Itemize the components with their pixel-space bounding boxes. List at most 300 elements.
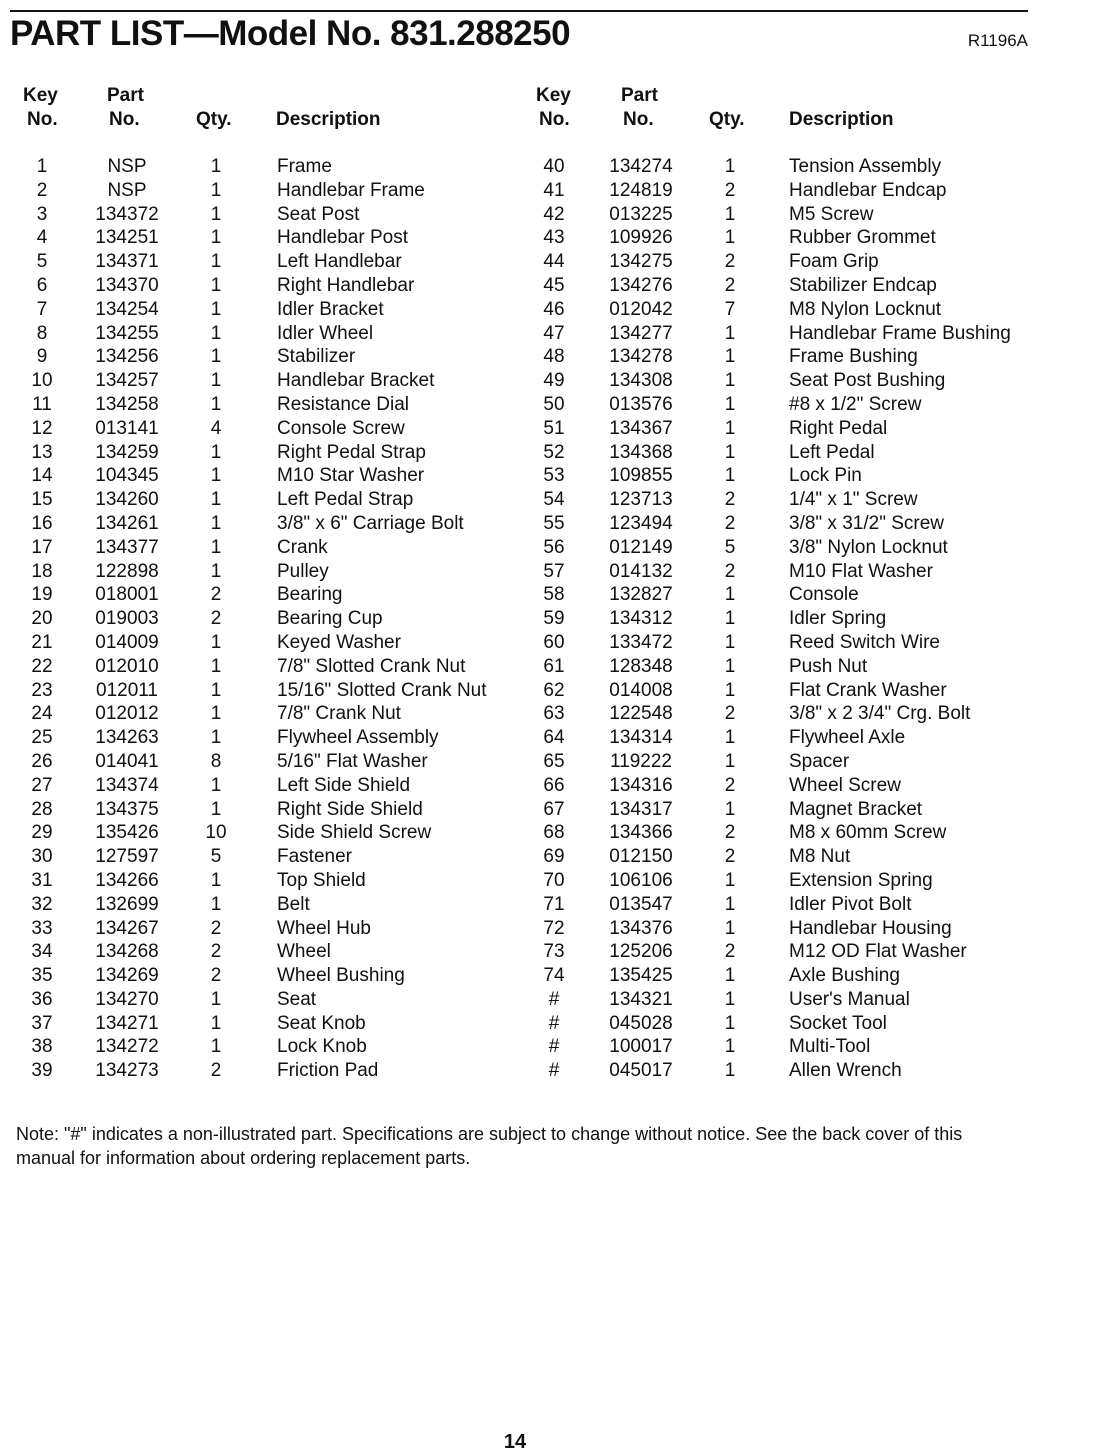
left-description-cell: Left Pedal Strap [277,489,414,511]
left-part-cell: 134266 [95,869,159,891]
left-part-cell: 134255 [95,322,159,344]
right-qty-cell: 1 [724,727,736,749]
right-key-cell: 57 [543,560,565,582]
right-key-cell: 72 [543,917,565,939]
right-key-cell: 70 [543,869,565,891]
left-description-cell: Crank [277,536,328,558]
left-part-cell: 134270 [95,988,159,1010]
left-qty-cell: 1 [210,512,222,534]
right-key-cell: 46 [543,298,565,320]
table-row [0,441,1110,465]
left-description-cell: 3/8" x 6" Carriage Bolt [277,512,464,534]
right-key-cell: 55 [543,512,565,534]
right-description-cell: Stabilizer Endcap [789,274,937,296]
left-qty-cell: 1 [210,156,222,177]
right-qty-cell: 1 [724,917,736,939]
table-row [0,1012,1110,1036]
right-description-cell: 3/8" Nylon Locknut [789,536,948,558]
left-qty-cell: 1 [210,370,222,392]
right-qty-cell: 2 [724,251,736,273]
right-part-cell: 109855 [609,465,673,487]
left-description-cell: Left Side Shield [277,774,411,796]
right-key-cell: # [548,988,560,1010]
left-key-cell: 9 [36,346,48,368]
left-qty-cell: 1 [210,703,222,725]
left-key-cell: 22 [31,655,53,677]
right-qty-cell: 1 [724,346,736,368]
document-code: R1196A [967,31,1028,50]
right-qty-cell: 2 [724,489,736,511]
right-description-cell: Idler Pivot Bolt [789,893,912,915]
right-description-cell: Idler Spring [789,608,887,630]
right-qty-cell: 1 [724,156,736,177]
left-part-cell: 134261 [95,512,159,534]
left-part-cell: 012010 [95,655,159,677]
left-description-cell: 7/8" Crank Nut [277,703,401,725]
right-qty-cell: 7 [724,298,736,320]
right-description-cell: Console [789,584,859,606]
right-qty-cell: 1 [724,584,736,606]
right-qty-cell: 1 [724,655,736,677]
table-row [0,774,1110,798]
left-description-cell: Side Shield Screw [277,822,432,844]
right-part-cell: 045017 [609,1060,673,1082]
right-part-cell: 045028 [609,1012,673,1034]
left-description-cell: Bearing [277,584,343,606]
right-key-cell: 54 [543,489,565,511]
table-row [0,345,1110,369]
table-row [0,512,1110,536]
right-key-cell: 58 [543,584,565,606]
right-qty-cell: 1 [724,608,736,630]
left-description-cell: Frame [277,156,332,177]
right-part-cell: 134312 [609,608,673,630]
left-qty-header: Qty. [196,109,232,130]
right-key-cell: # [548,1012,560,1034]
left-qty-cell: 2 [210,584,222,606]
table-row [0,988,1110,1012]
right-part-cell: 100017 [609,1036,673,1058]
right-description-cell: Foam Grip [789,251,879,273]
left-description-cell: Stabilizer [277,346,356,368]
right-description-cell: M10 Flat Washer [789,560,933,582]
table-row [0,536,1110,560]
left-part-cell: 134271 [95,1012,159,1034]
left-part-cell: 019003 [95,608,159,630]
table-row [0,631,1110,655]
left-key-cell: 25 [31,727,53,749]
right-qty-cell: 1 [724,441,736,463]
left-qty-cell: 1 [210,322,222,344]
left-key-cell: 33 [31,917,53,939]
left-key-cell: 4 [36,227,48,249]
left-key-cell: 34 [31,941,53,963]
right-part-cell: 013576 [609,393,673,415]
right-description-cell: Wheel Screw [789,774,901,796]
left-key-cell: 36 [31,988,53,1010]
right-part-header-top: Part [621,85,658,106]
right-qty-header: Qty. [709,109,745,130]
table-row [0,679,1110,703]
left-part-cell: NSP [107,156,147,177]
right-qty-cell: 1 [724,1036,736,1058]
left-description-cell: 5/16" Flat Washer [277,750,428,772]
left-part-cell: 014009 [95,631,159,653]
right-qty-cell: 2 [724,941,736,963]
left-description-cell: Belt [277,893,310,915]
right-description-cell: M8 Nut [789,846,851,868]
right-part-cell: 135425 [609,965,673,987]
right-description-cell: Push Nut [789,655,868,677]
left-key-cell: 3 [36,203,48,225]
left-description-cell: Left Handlebar [277,251,402,273]
left-part-cell: 134258 [95,393,159,415]
right-part-cell: 134278 [609,346,673,368]
right-part-cell: 134367 [609,417,673,439]
left-key-header-top: Key [23,85,58,106]
left-qty-cell: 2 [210,917,222,939]
left-description-cell: Wheel [277,941,331,963]
right-part-cell: 012150 [609,846,673,868]
left-qty-cell: 1 [210,346,222,368]
right-part-cell: 132827 [609,584,673,606]
left-description-cell: Handlebar Frame [277,179,425,201]
right-description-cell: 1/4" x 1" Screw [789,489,918,511]
right-description-cell: Frame Bushing [789,346,918,368]
left-description-cell: M10 Star Washer [277,465,425,487]
table-row [0,179,1110,203]
right-description-cell: Flat Crank Washer [789,679,947,701]
left-part-cell: 134372 [95,203,159,225]
right-description-cell: Multi-Tool [789,1036,871,1058]
right-key-cell: 59 [543,608,565,630]
table-row [0,655,1110,679]
right-description-cell: Socket Tool [789,1012,887,1034]
right-description-cell: Extension Spring [789,869,933,891]
right-part-cell: 123494 [609,512,673,534]
left-qty-cell: 2 [210,965,222,987]
right-qty-cell: 1 [724,370,736,392]
left-qty-cell: 1 [210,798,222,820]
right-part-cell: 134316 [609,774,673,796]
right-description-header: Description [789,109,894,130]
left-key-cell: 32 [31,893,53,915]
right-description-cell: M8 x 60mm Screw [789,822,947,844]
left-key-cell: 38 [31,1036,53,1058]
left-part-cell: 134267 [95,917,159,939]
table-row [0,893,1110,917]
right-description-cell: Allen Wrench [789,1060,902,1082]
table-row [0,726,1110,750]
left-key-cell: 13 [31,441,53,463]
table-row [0,917,1110,941]
left-description-cell: Wheel Bushing [277,965,405,987]
left-part-cell: 134370 [95,274,159,296]
right-part-cell: 134314 [609,727,673,749]
left-description-cell: Friction Pad [277,1060,379,1082]
left-part-cell: 134257 [95,370,159,392]
left-qty-cell: 5 [210,846,222,868]
right-part-cell: 122548 [609,703,673,725]
left-qty-cell: 1 [210,465,222,487]
left-qty-cell: 1 [210,727,222,749]
right-key-cell: 73 [543,941,565,963]
right-description-cell: Reed Switch Wire [789,631,940,653]
right-key-cell: 45 [543,274,565,296]
left-qty-cell: 2 [210,941,222,963]
left-key-cell: 31 [31,869,53,891]
left-description-cell: Resistance Dial [277,393,409,415]
table-row [0,964,1110,988]
left-part-cell: 134269 [95,965,159,987]
left-part-cell: 135426 [95,822,159,844]
right-description-cell: 3/8" x 31/2" Screw [789,512,945,534]
table-row [0,869,1110,893]
right-part-cell: 014008 [609,679,673,701]
left-part-header-bottom: No. [109,109,140,130]
right-part-cell: 125206 [609,941,673,963]
left-key-cell: 39 [31,1060,53,1082]
right-description-cell: Right Pedal [789,417,888,439]
right-key-cell: # [548,1036,560,1058]
left-part-cell: 134263 [95,727,159,749]
right-qty-cell: 1 [724,227,736,249]
table-row [0,1059,1110,1083]
right-qty-cell: 5 [724,536,736,558]
right-key-cell: 52 [543,441,565,463]
right-part-cell: 134366 [609,822,673,844]
table-row [0,560,1110,584]
right-part-cell: 134317 [609,798,673,820]
table-row [0,798,1110,822]
left-key-cell: 17 [31,536,53,558]
left-key-cell: 5 [36,251,48,273]
left-key-cell: 28 [31,798,53,820]
right-key-cell: 49 [543,370,565,392]
left-description-cell: Flywheel Assembly [277,727,439,749]
right-description-cell: M5 Screw [789,203,874,225]
left-description-cell: Pulley [277,560,329,582]
left-key-cell: 16 [31,512,53,534]
right-key-cell: 69 [543,846,565,868]
table-row [0,702,1110,726]
left-key-cell: 8 [36,322,48,344]
left-part-cell: NSP [107,179,147,201]
right-qty-cell: 2 [724,560,736,582]
right-qty-cell: 1 [724,631,736,653]
right-key-cell: 66 [543,774,565,796]
table-row [0,583,1110,607]
right-qty-cell: 1 [724,965,736,987]
left-qty-cell: 1 [210,274,222,296]
right-key-cell: 64 [543,727,565,749]
right-qty-cell: 1 [724,679,736,701]
left-qty-cell: 1 [210,893,222,915]
right-part-cell: 134308 [609,370,673,392]
page-number: 14 [503,1431,527,1453]
table-row [0,226,1110,250]
parts-table [0,155,1110,1083]
left-description-cell: Seat Knob [277,1012,366,1034]
left-description-cell: Right Handlebar [277,274,415,296]
table-row [0,1035,1110,1059]
left-qty-cell: 1 [210,489,222,511]
right-key-cell: 74 [543,965,565,987]
left-part-cell: 134371 [95,251,159,273]
table-row [0,322,1110,346]
left-part-cell: 134259 [95,441,159,463]
right-qty-cell: 1 [724,869,736,891]
left-qty-cell: 1 [210,227,222,249]
right-qty-cell: 1 [724,798,736,820]
left-description-cell: Lock Knob [277,1036,367,1058]
right-part-cell: 134274 [609,156,673,177]
right-part-cell: 128348 [609,655,673,677]
table-row [0,845,1110,869]
left-qty-cell: 1 [210,441,222,463]
left-part-cell: 012011 [96,679,158,701]
left-description-cell: Seat Post [277,203,360,225]
left-key-cell: 2 [36,179,48,201]
left-qty-cell: 1 [210,631,222,653]
left-description-cell: Idler Wheel [277,322,374,344]
left-qty-cell: 1 [210,655,222,677]
right-description-cell: User's Manual [789,988,910,1010]
right-part-cell: 014132 [609,560,673,582]
left-key-cell: 21 [31,631,53,653]
right-qty-cell: 2 [724,846,736,868]
right-part-cell: 012149 [609,536,673,558]
left-key-cell: 18 [31,560,53,582]
table-row [0,607,1110,631]
right-key-cell: 62 [543,679,565,701]
right-key-cell: 51 [543,417,565,439]
right-key-cell: 40 [543,156,565,177]
left-qty-cell: 1 [210,203,222,225]
left-key-cell: 20 [31,608,53,630]
table-row [0,821,1110,845]
right-part-cell: 119222 [610,750,672,772]
left-part-cell: 134272 [95,1036,159,1058]
right-key-header-bottom: No. [539,109,570,130]
table-row [0,417,1110,441]
right-description-cell: #8 x 1/2" Screw [789,393,922,415]
left-key-cell: 7 [36,298,48,320]
left-part-cell: 134256 [95,346,159,368]
left-qty-cell: 1 [210,393,222,415]
page-title: PART LIST—Model No. 831.288250 [10,14,571,53]
right-qty-cell: 1 [724,465,736,487]
table-row [0,393,1110,417]
left-qty-cell: 1 [210,869,222,891]
right-key-cell: 44 [543,251,565,273]
right-key-cell: 71 [543,893,565,915]
right-key-cell: # [548,1060,560,1082]
right-qty-cell: 1 [724,1012,736,1034]
left-key-cell: 19 [31,584,53,606]
left-qty-cell: 4 [210,417,222,439]
right-key-cell: 56 [543,536,565,558]
right-key-cell: 42 [543,203,565,225]
left-key-cell: 14 [31,465,53,487]
right-description-cell: Handlebar Frame Bushing [789,322,1011,344]
right-key-cell: 47 [543,322,565,344]
right-part-cell: 124819 [609,179,673,201]
right-qty-cell: 1 [724,393,736,415]
right-qty-cell: 1 [724,322,736,344]
right-description-cell: M8 Nylon Locknut [789,298,942,320]
left-description-cell: Idler Bracket [277,298,384,320]
left-part-cell: 134251 [95,227,159,249]
right-part-cell: 013225 [609,203,673,225]
left-description-cell: Console Screw [277,417,405,439]
right-qty-cell: 2 [724,703,736,725]
right-key-header-top: Key [536,85,571,106]
left-qty-cell: 1 [210,251,222,273]
table-row [0,488,1110,512]
right-part-cell: 134376 [609,917,673,939]
left-qty-cell: 8 [210,750,222,772]
left-description-header: Description [276,109,381,130]
right-qty-cell: 1 [724,1060,736,1082]
table-row [0,155,1110,179]
left-key-cell: 35 [31,965,53,987]
left-key-cell: 29 [31,822,53,844]
right-description-cell: Spacer [789,750,850,772]
left-part-cell: 134377 [95,536,159,558]
right-key-cell: 41 [543,179,565,201]
right-key-cell: 67 [543,798,565,820]
left-key-cell: 15 [31,489,53,511]
right-description-cell: Handlebar Housing [789,917,952,939]
right-description-cell: 3/8" x 2 3/4" Crg. Bolt [789,703,971,725]
left-part-cell: 134273 [95,1060,159,1082]
table-row [0,750,1110,774]
right-key-cell: 68 [543,822,565,844]
right-part-cell: 134275 [609,251,673,273]
right-qty-cell: 1 [724,893,736,915]
left-part-cell: 134375 [95,798,159,820]
left-key-cell: 1 [36,156,48,177]
left-description-cell: Handlebar Bracket [277,370,435,392]
left-description-cell: Seat [277,988,317,1010]
right-key-cell: 53 [543,465,565,487]
table-row [0,298,1110,322]
right-part-cell: 013547 [609,893,673,915]
left-qty-cell: 1 [210,774,222,796]
right-qty-cell: 2 [724,179,736,201]
right-description-cell: M12 OD Flat Washer [789,941,967,963]
left-description-cell: Fastener [277,846,352,868]
right-key-cell: 50 [543,393,565,415]
right-qty-cell: 1 [724,203,736,225]
right-description-cell: Flywheel Axle [789,727,906,749]
left-description-cell: Top Shield [277,869,366,891]
left-description-cell: 15/16" Slotted Crank Nut [277,679,487,701]
left-description-cell: Handlebar Post [277,227,408,249]
right-part-cell: 134276 [609,274,673,296]
right-part-cell: 109926 [609,227,673,249]
right-key-cell: 61 [543,655,565,677]
footnote: Note: "#" indicates a non-illustrated part. Specifications are subject to change without notice. See the back cover of this manual for information about ordering replacement parts. [16,1124,963,1168]
right-part-cell: 012042 [609,298,673,320]
left-qty-cell: 1 [210,988,222,1010]
right-part-cell: 133472 [609,631,673,653]
left-part-cell: 132699 [95,893,159,915]
left-key-cell: 10 [31,370,53,392]
left-part-cell: 134260 [95,489,159,511]
left-qty-cell: 1 [210,298,222,320]
